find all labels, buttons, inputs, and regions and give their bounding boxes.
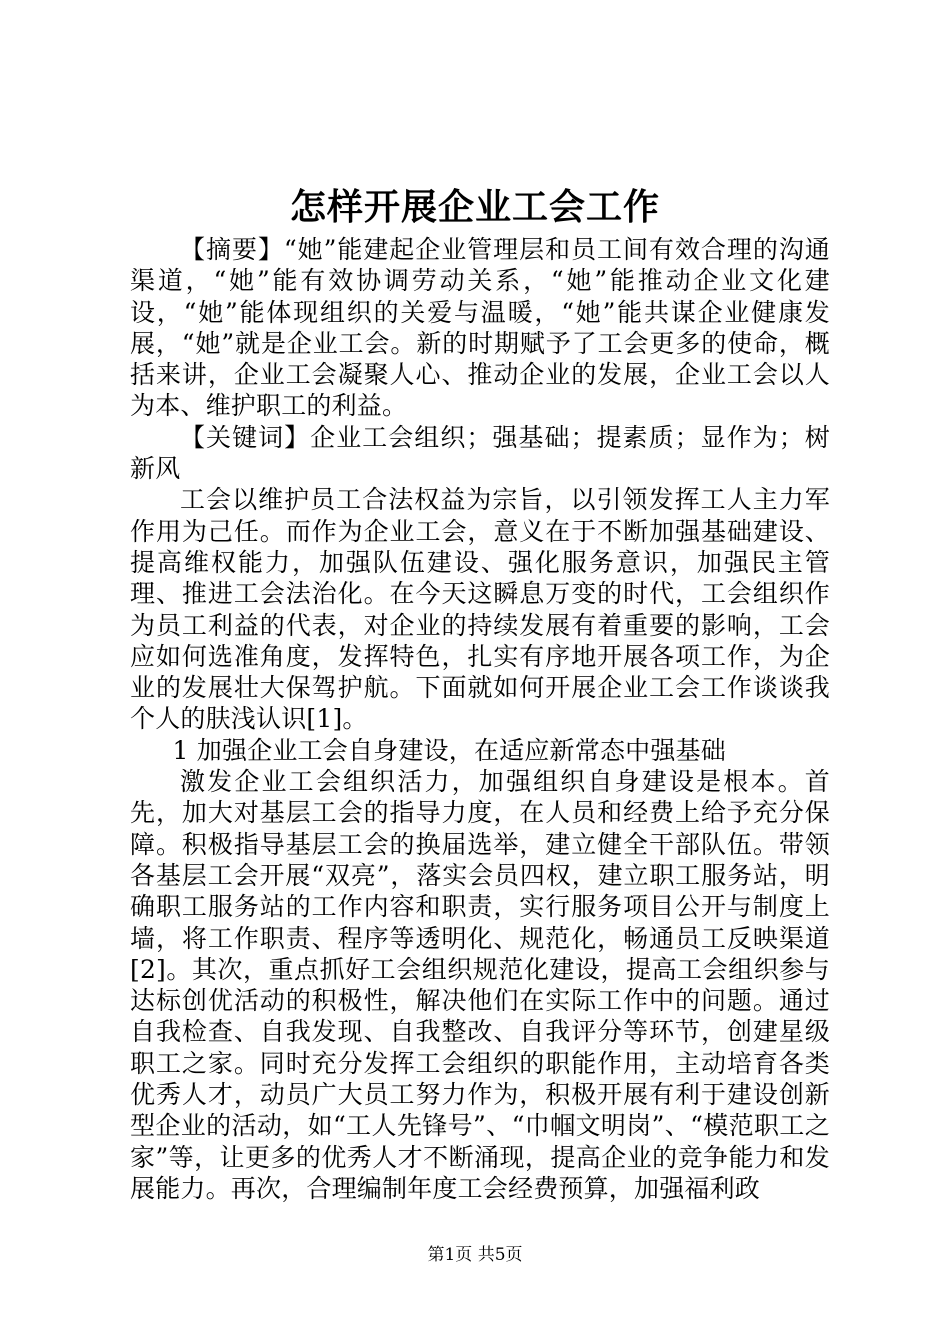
document-title: 怎样开展企业工会工作 <box>289 187 660 228</box>
abstract-paragraph: 【摘要】“她”能建起企业管理层和员工间有效合理的沟通渠道，“她”能有效协调劳动关系，“她”能推动企业文化建设，“她”能体现组织的关爱与温暖，“她”能共谋企业健康发展，“她”就是企业工会。新的时期赋予了工会更多的使命，概括来讲，企业工会凝聚人心、推动企业的发展，企业工会以人为本、维护职工的利益。 <box>130 235 830 421</box>
section-paragraph: 激发企业工会组织活力，加强组织自身建设是根本。首先，加大对基层工会的指导力度，在人员和经费上给予充分保障。积极指导基层工会的换届选举，建立健全干部队伍。带领各基层工会开展“双亮”，落实会员四权，建立职工服务站，明确职工服务站的工作内容和职责，实行服务项目公开与制度上墙，将工作职责、程序等透明化、规范化，畅通员工反映渠道[2]。其次，重点抓好工会组织规范化建设，提高工会组织参与达标创优活动的积极性，解决他们在实际工作中的问题。通过自我检查、自我发现、自我整改、自我评分等环节，创建星级职工之家。同时充分发挥工会组织的职能作用，主动培育各类优秀人才，动员广大员工努力作为，积极开展有利于建设创新型企业的活动，如“工人先锋号”、“巾帼文明岗”、“模范职工之家”等，让更多的优秀人才不断涌现，提高企业的竞争能力和发展能力。再次，合理编制年度工会经费预算，加强福利政 <box>130 767 830 1203</box>
document-body <box>130 234 830 1204</box>
keywords-paragraph: 【关键词】企业工会组织；强基础；提素质；显作为；树新风 <box>130 422 830 484</box>
intro-paragraph: 工会以维护员工合法权益为宗旨，以引领发挥工人主力军作用为己任。而作为企业工会，意义在于不断加强基础建设、提高维权能力，加强队伍建设、强化服务意识，加强民主管理、推进工会法治化。在今天这瞬息万变的时代，工会组织作为员工利益的代表，对企业的持续发展有着重要的影响，工会应如何选准角度，发挥特色，扎实有序地开展各项工作，为企业的发展壮大保驾护航。下面就如何开展企业工会工作谈谈我个人的肤浅认识[1]。 <box>130 485 830 734</box>
section-heading: 1 加强企业工会自身建设，在适应新常态中强基础 <box>172 735 726 765</box>
page-number-footer: 第1页 共5页 <box>427 1245 523 1265</box>
